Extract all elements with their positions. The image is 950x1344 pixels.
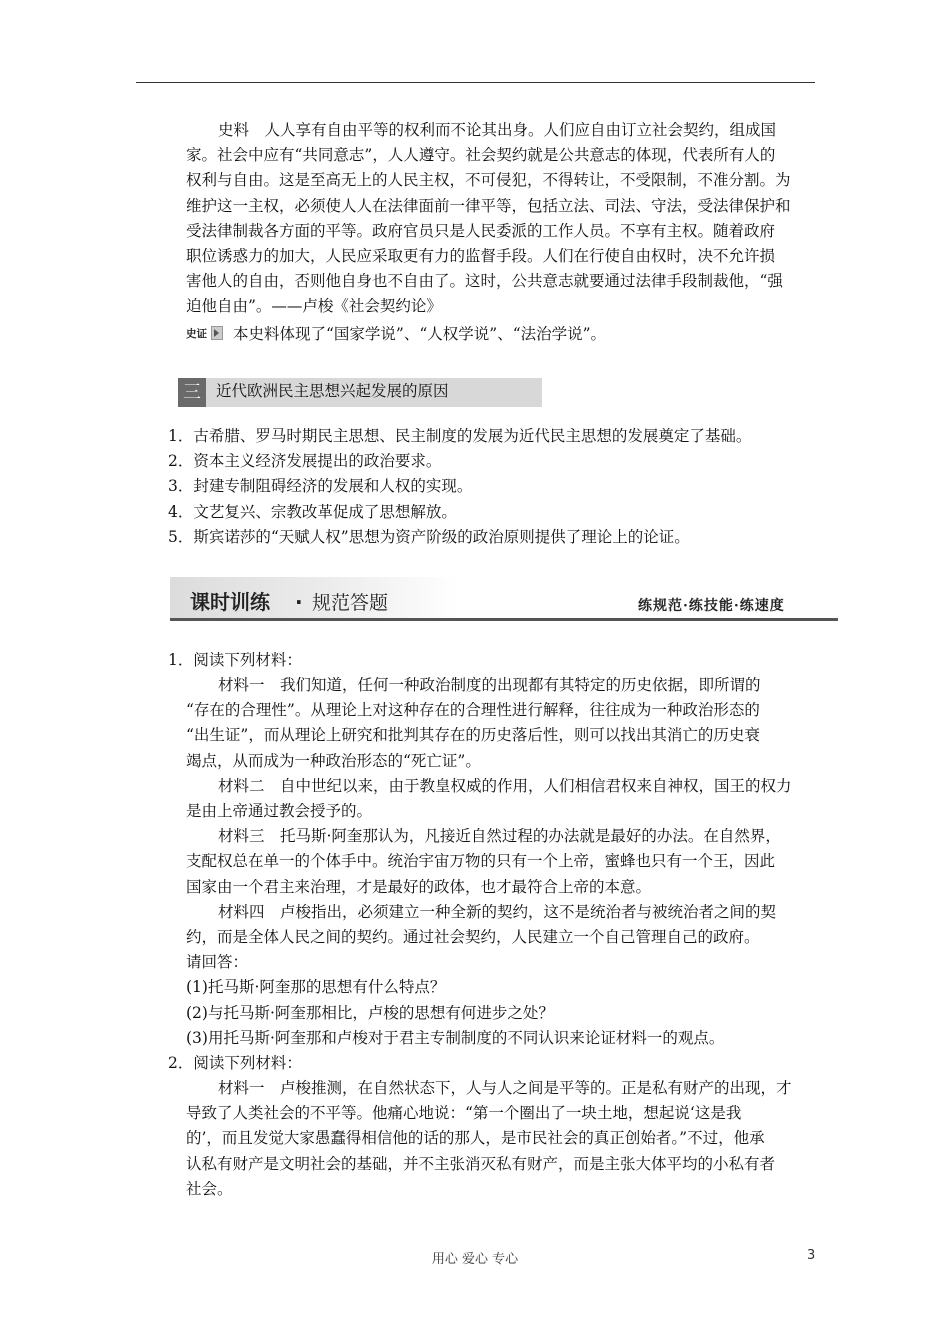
header-rule	[136, 82, 815, 83]
material-line: 材料一 我们知道，任何一种政治制度的出现都有其特定的历史依据，即所谓的	[218, 676, 761, 694]
question-2-material-1	[186, 1076, 792, 1202]
material-line: 害他人的自由，否则他自身也不自由了。这时，公共意志就要通过法律手段制裁他，“强	[186, 272, 783, 291]
historical-material	[186, 118, 816, 320]
material-line: 权利与自由。这是至高无上的人民主权，不可侵犯，不得转让，不受限制，不准分割。为	[186, 171, 791, 190]
sub-question: (2)与托马斯·阿奎那相比，卢梭的思想有何进步之处？	[186, 1003, 554, 1022]
material-line: 社会。	[186, 1179, 233, 1198]
material-line: 支配权总在单一的个体手中。统治宇宙万物的只有一个上帝，蜜蜂也只有一个王，因此	[186, 852, 776, 871]
material-line: “存在的合理性”。从理论上对这种存在的合理性进行解释，往往成为一种政治形态的	[186, 701, 760, 720]
list-item: 2．资本主义经济发展提出的政治要求。	[168, 452, 442, 471]
section-header	[178, 378, 542, 407]
material-line: 材料三 托马斯·阿奎那认为，凡接近自然过程的办法就是最好的办法。在自然界，	[218, 827, 781, 846]
list-item: 3．封建专制阻碍经济的发展和人权的实现。	[168, 477, 473, 496]
material-line: 约，而是全体人民之间的契约。通过社会契约，人民建立一个自己管理自己的政府。	[186, 928, 760, 947]
material-line: 迫他自由”。——卢梭《社会契约论》	[186, 297, 442, 316]
list-item: 4．文艺复兴、宗教改革促成了思想解放。	[168, 502, 457, 521]
list-item: 1．古希腊、罗马时期民主思想、民主制度的发展为近代民主思想的发展奠定了基础。	[168, 427, 752, 445]
section-title: 近代欧洲民主思想兴起发展的原因	[216, 382, 449, 400]
reasons-list	[168, 424, 751, 550]
question-ask: 请回答：	[186, 953, 249, 972]
material-line: “出生证”，而从理论上研究和批判其存在的历史落后性，则可以找出其消亡的历史衰	[186, 726, 760, 745]
arrow-right-icon	[211, 326, 223, 340]
training-title: 课时训练	[190, 590, 270, 614]
sub-question: (1)托马斯·阿奎那的思想有什么特点？	[186, 978, 446, 997]
evidence-note	[186, 322, 606, 347]
question-intro: 2．阅读下列材料：	[168, 1054, 302, 1072]
question-1	[168, 648, 302, 673]
material-line: 国家由一个君主来治理，才是最好的政体，也才最符合上帝的本意。	[186, 877, 652, 896]
material-line: 是由上帝通过教会授予的。	[186, 802, 373, 821]
question-1-material-1	[186, 673, 792, 1051]
material-line: 材料二 自中世纪以来，由于教皇权威的作用，人们相信君权来自神权，国王的权力	[218, 776, 792, 795]
material-line: 史料 人人享有自由平等的权利而不论其出身。人们应自由订立社会契约，组成国	[218, 121, 777, 139]
material-line: 维护这一主权，必须使人人在法律面前一律平等，包括立法、司法、守法，受法律保护和	[186, 196, 791, 215]
material-line: 竭点，从而成为一种政治形态的“死亡证”。	[186, 751, 481, 770]
material-line: 材料四 卢梭指出，必须建立一种全新的契约，这不是统治者与被统治者之间的契	[218, 902, 777, 921]
training-subtitle: 规范答题	[312, 592, 389, 614]
section-number: 三	[178, 378, 206, 407]
sub-question: (3)用托马斯·阿奎那和卢梭对于君主专制制度的不同认识来论证材料一的观点。	[186, 1028, 725, 1047]
question-2	[168, 1051, 302, 1076]
list-item: 5．斯宾诺莎的“天赋人权”思想为资产阶级的政治原则提供了理论上的论证。	[168, 527, 690, 546]
material-line: 职位诱惑力的加大，人民应采取更有力的监督手段。人们在行使自由权时，决不允许损	[186, 247, 776, 266]
evidence-text: 本史料体现了“国家学说”、“人权学说”、“法治学说”。	[233, 325, 607, 343]
material-line: 材料一 卢梭推测，在自然状态下，人与人之间是平等的。正是私有财产的出现，才	[218, 1079, 792, 1097]
material-line: 的’，而且发觉大家愚蠢得相信他的话的那人，是市民社会的真正创始者。”不过，他承	[186, 1129, 765, 1148]
page-number: 3	[807, 1248, 816, 1263]
evidence-tag: 史证	[186, 328, 207, 340]
training-dot: ·	[295, 590, 303, 614]
material-line: 家。社会中应有“共同意志”，人人遵守。社会契约就是公共意志的体现，代表所有人的	[186, 146, 776, 165]
material-line: 导致了人类社会的不平等。他痛心地说：“第一个圈出了一块土地，想起说‘这是我	[186, 1104, 742, 1123]
material-line: 认私有财产是文明社会的基础，并不主张消灭私有财产，而是主张大体平均的小私有者	[186, 1154, 776, 1173]
page-footer: 用心 爱心 专心	[431, 1252, 519, 1267]
training-slogan: 练规范·练技能·练速度	[638, 598, 785, 614]
question-intro: 1．阅读下列材料：	[168, 651, 302, 669]
material-line: 受法律制裁各方面的平等。政府官员只是人民委派的工作人员。不享有主权。随着政府	[186, 221, 776, 240]
training-banner-rule	[170, 618, 838, 621]
